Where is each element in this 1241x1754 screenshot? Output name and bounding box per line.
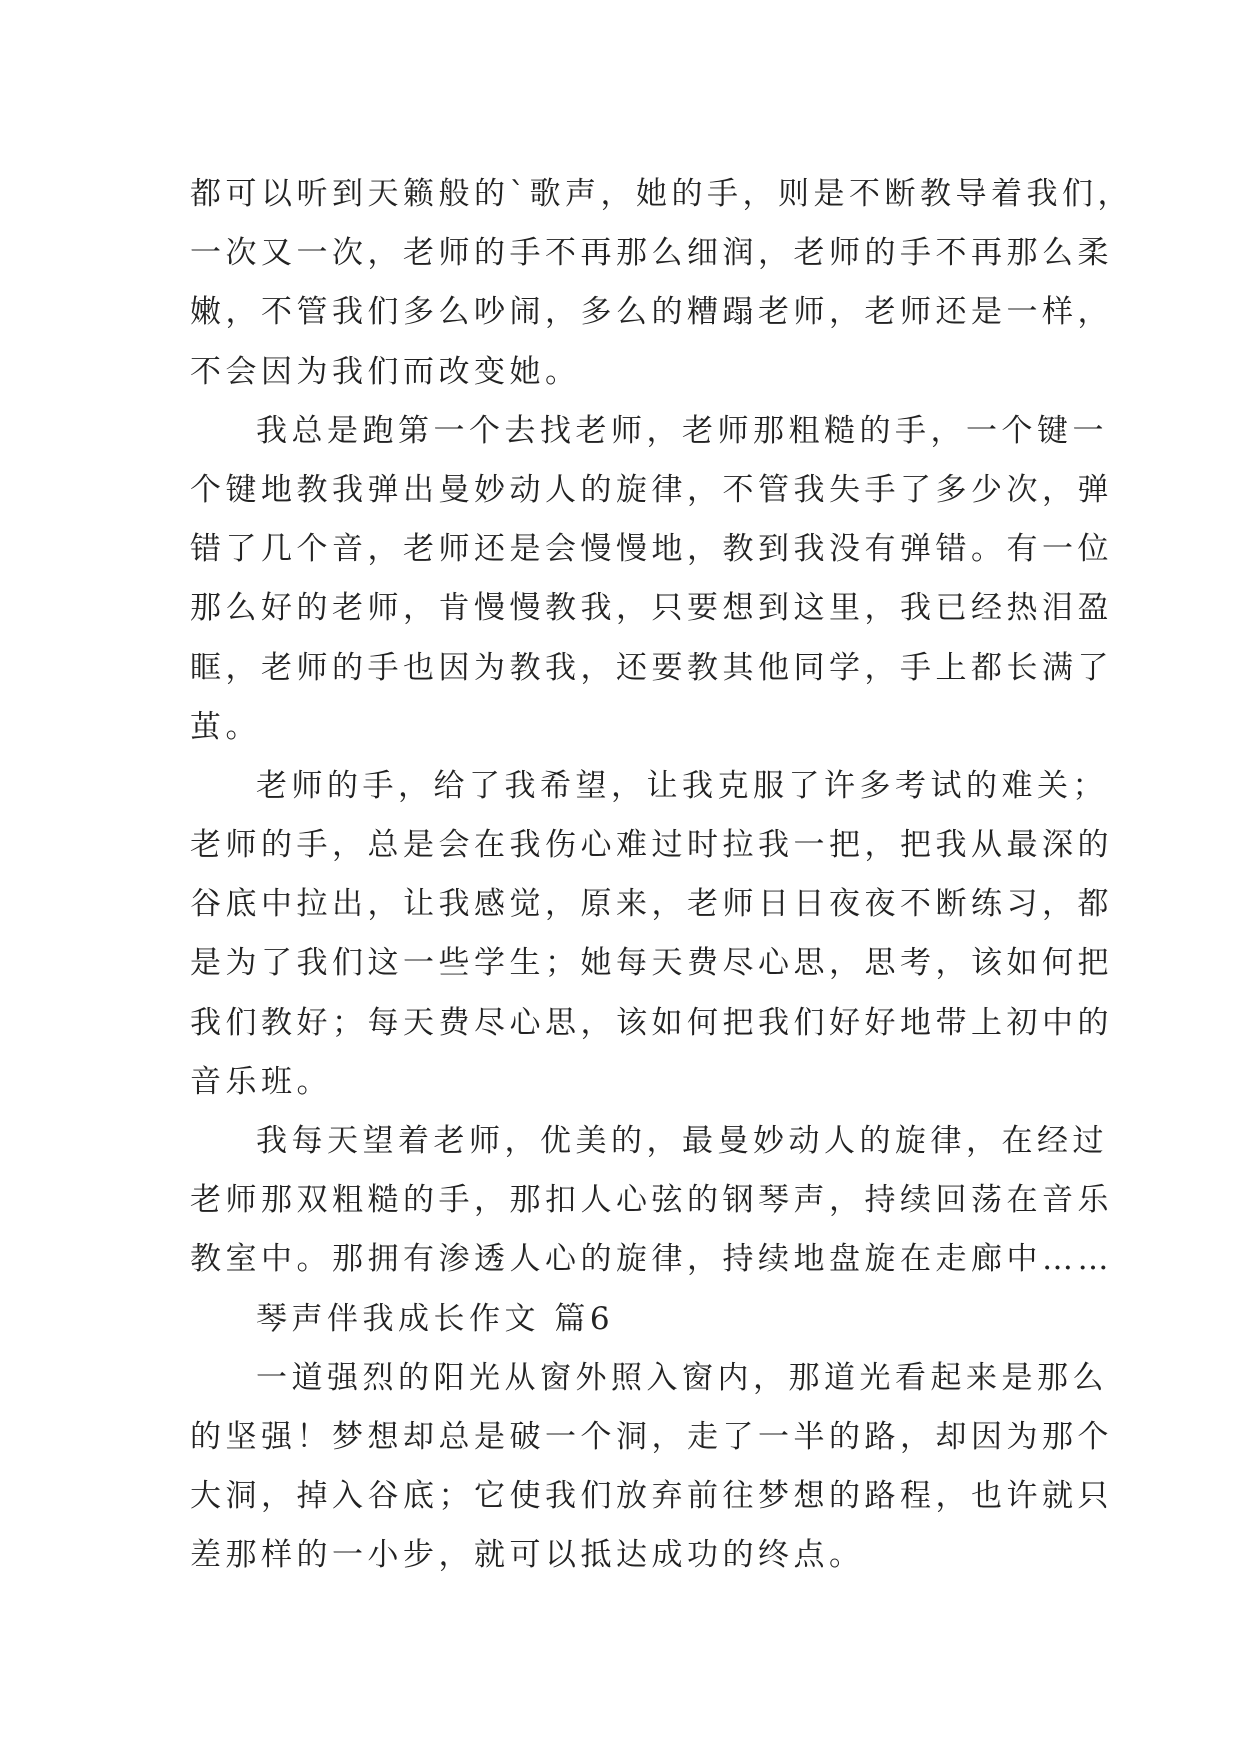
paragraph <box>190 1349 1113 1586</box>
text-line: 错了几个音，老师还是会慢慢地，教到我没有弹错。有一位 <box>190 531 1113 568</box>
text-line: 嫩，不管我们多么吵闹，多么的糟蹋老师，老师还是一样， <box>190 294 1113 331</box>
text-line: 大洞，掉入谷底；它使我们放弃前往梦想的路程，也许就只 <box>190 1478 1113 1515</box>
text-line: 教室中。那拥有渗透人心的旋律，持续地盘旋在走廊中…… <box>190 1241 1113 1278</box>
paragraph <box>190 1290 1050 1349</box>
text-line: 老师的手，给了我希望，让我克服了许多考试的难关； <box>256 767 1108 804</box>
paragraph <box>190 402 1113 757</box>
text-line: 老师那双粗糙的手，那扣人心弦的钢琴声，持续回荡在音乐 <box>190 1182 1113 1219</box>
text-line: 我总是跑第一个去找老师，老师那粗糙的手，一个键一 <box>256 412 1108 449</box>
text-line: 一道强烈的阳光从窗外照入窗内，那道光看起来是那么 <box>256 1359 1108 1396</box>
text-line: 差那样的一小步，就可以抵达成功的终点。 <box>190 1537 865 1574</box>
text-line: 是为了我们这一些学生；她每天费尽心思，思考，该如何把 <box>190 945 1113 982</box>
text-line: 谷底中拉出，让我感觉，原来，老师日日夜夜不断练习，都 <box>190 886 1113 923</box>
text-line: 不会因为我们而改变她。 <box>190 353 581 390</box>
text-line: 眶，老师的手也因为教我，还要教其他同学，手上都长满了 <box>190 649 1113 686</box>
text-line: 一次又一次，老师的手不再那么细润，老师的手不再那么柔 <box>190 235 1113 272</box>
text-line: 我们教好；每天费尽心思，该如何把我们好好地带上初中的 <box>190 1004 1113 1041</box>
text-line: 茧。 <box>190 708 261 745</box>
text-line: 那么好的老师，肯慢慢教我，只要想到这里，我已经热泪盈 <box>190 590 1113 627</box>
text-line: 老师的手，总是会在我伤心难过时拉我一把，把我从最深的 <box>190 827 1113 864</box>
text-line: 音乐班。 <box>190 1063 332 1100</box>
text-line: 个键地教我弹出曼妙动人的旋律，不管我失手了多少次，弹 <box>190 471 1113 508</box>
document-body <box>190 165 1133 1586</box>
text-line: 的坚强！梦想却总是破一个洞，走了一半的路，却因为那个 <box>190 1418 1113 1455</box>
paragraph <box>190 1112 1113 1290</box>
text-line: 都可以听到天籁般的`歌声，她的手，则是不断教导着我们， <box>190 176 1133 212</box>
paragraph <box>190 757 1113 1112</box>
paragraph <box>190 165 1133 402</box>
text-line: 琴声伴我成长作文 篇6 <box>256 1300 615 1337</box>
text-line: 我每天望着老师，优美的，最曼妙动人的旋律，在经过 <box>256 1123 1108 1159</box>
